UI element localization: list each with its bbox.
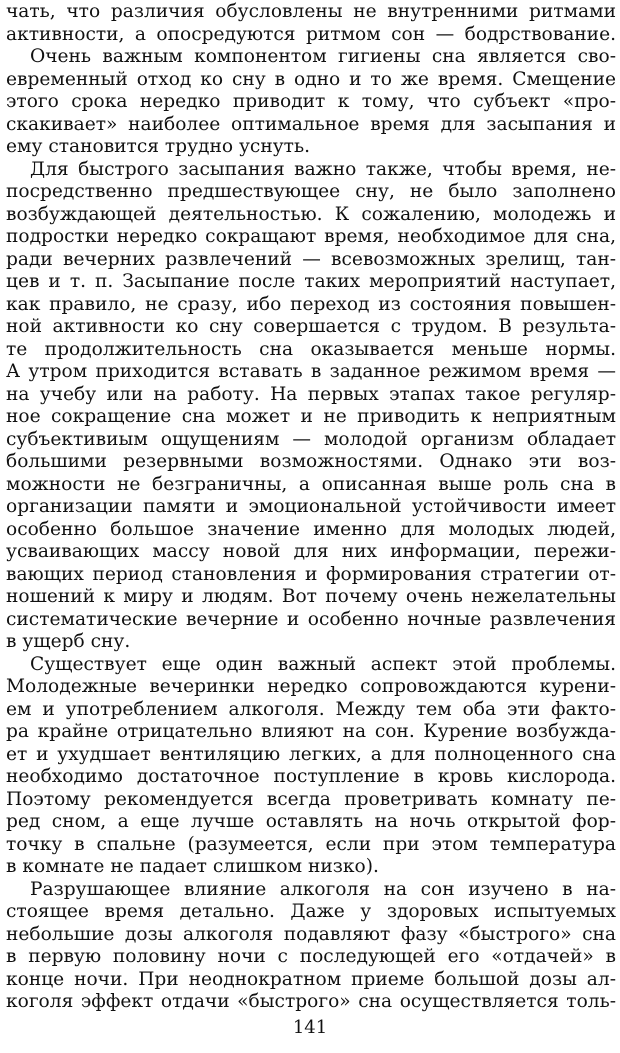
text-line: евременный отход ко сну в одно и то же время. Смещение — [6, 68, 616, 90]
text-line: точку в спальне (разумеется, если при этом температура — [6, 833, 616, 855]
text-line: Молодежные вечеринки нередко сопровождаются курени- — [6, 676, 616, 697]
text-line: активности, а опосредуются ритмом сон — бодрствование. — [6, 23, 616, 45]
text-line: необходимо достаточное поступление в кровь кислорода. — [6, 766, 616, 787]
text-line: на учебу или на работу. На первых этапах такое регуляр- — [6, 383, 616, 405]
text-line: посредственно предшествующее сну, не было заполнено — [6, 181, 616, 202]
text-line: подростки нередко сокращают время, необходимое для сна, — [6, 226, 616, 247]
text-line: ра крайне отрицательно влияют на сон. Курение возбужда- — [6, 721, 616, 742]
text-line: А утром приходится вставать в заданное режимом время — — [6, 361, 616, 382]
text-line: ной активности ко сну совершается с трудом. В результа- — [6, 316, 616, 337]
text-line: систематические вечерние и особенно ночные развлечения — [6, 608, 616, 630]
text-line: ради вечерних развлечений — всевозможных зрелищ, тан- — [6, 248, 616, 270]
text-line: субъективиым ощущениям — молодой организм обладает — [6, 428, 616, 450]
text-line: ет и ухудшает вентиляцию легких, а для полноценного сна — [6, 743, 616, 765]
text-line: коголя эффект отдачи «быстрого» сна осуществляется толь- — [6, 991, 616, 1012]
text-line: Очень важным компонентом гигиены сна является сво- — [30, 46, 616, 67]
text-line: скакивает» наиболее оптимальное время для засыпания и — [6, 113, 616, 135]
text-line: конце ночи. При неоднократном приеме большой дозы ал- — [6, 968, 616, 990]
text-line: в ущерб сну. — [6, 631, 131, 652]
text-line: усваивающих массу новой для них информации, пережи- — [6, 541, 616, 562]
text-line: Существует еще один важный аспект этой проблемы. — [30, 653, 616, 675]
text-line: ред сном, а еще лучше оставлять на ночь открытой фор- — [6, 811, 616, 832]
text-line: как правило, не сразу, ибо переход из состояния повышен- — [6, 293, 616, 315]
text-line: этого срока нередко приводит к тому, что субъект «про- — [6, 91, 616, 112]
text-line: ему становится трудно уснуть. — [6, 136, 310, 157]
text-line: вающих период становления и формирования стратегии от- — [6, 563, 616, 585]
text-line: большими резервными возможностями. Однако эти воз- — [6, 451, 616, 472]
text-line: небольшие дозы алкоголя подавляют фазу «быстрого» сна — [6, 923, 616, 945]
text-line: ем и употреблением алкоголя. Между тем оба эти факто- — [6, 698, 616, 720]
text-line: чать, что различия обусловлены не внутренними ритмами — [6, 1, 616, 22]
text-line: стоящее время детально. Даже у здоровых испытуемых — [6, 901, 616, 922]
text-line: Разрушающее влияние алкоголя на сон изучено в на- — [30, 878, 616, 900]
page-number: 141 — [292, 1017, 328, 1038]
text-line: в первую половину ночи с последующей его «отдачей» в — [6, 946, 616, 967]
text-line: ное сокращение сна может и не приводить к неприятным — [6, 406, 616, 427]
text-line: возбуждающей деятельностью. К сожалению, молодежь и — [6, 203, 616, 225]
text-line: Поэтому рекомендуется всегда проветривать комнату пе- — [6, 788, 616, 810]
text-line: особенно большое значение именно для молодых людей, — [6, 518, 616, 540]
book-page — [6, 0, 616, 1053]
text-line: Для быстрого засыпания важно также, чтобы время, не- — [30, 158, 616, 180]
text-line: организации памяти и эмоциональной устойчивости имеет — [6, 496, 616, 517]
text-line: те продолжительность сна оказывается меньше нормы. — [6, 338, 616, 360]
text-line: можности не безграничны, а описанная выше роль сна в — [6, 473, 616, 495]
text-line: в комнате не падает слишком низко). — [6, 856, 379, 877]
text-line: ношений к миру и людям. Вот почему очень нежелательны — [6, 586, 616, 607]
text-line: цев и т. п. Засыпание после таких мероприятий наступает, — [6, 271, 616, 292]
